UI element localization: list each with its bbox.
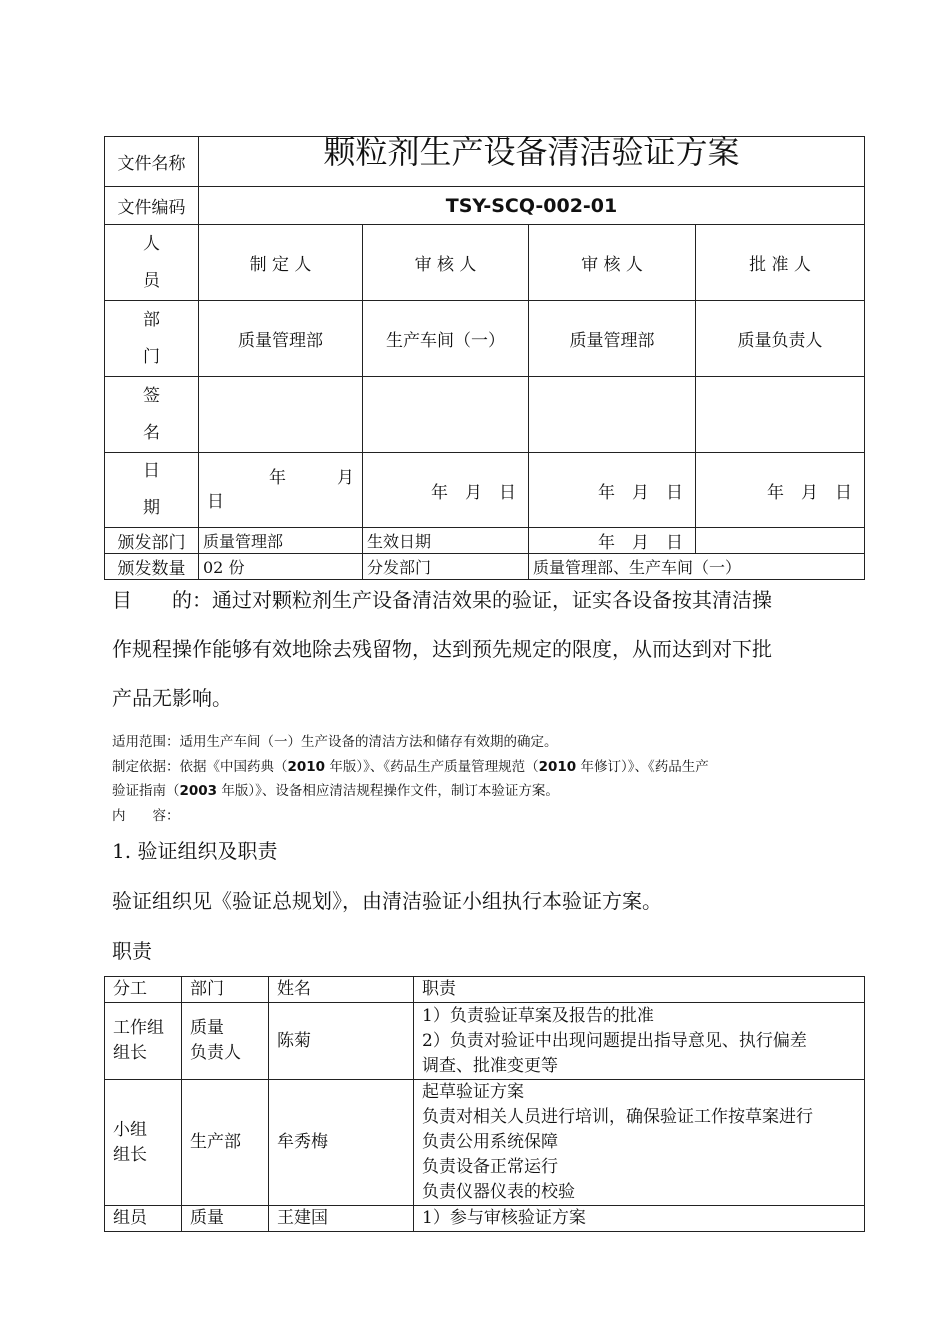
basis-year: 2010 xyxy=(538,759,577,775)
duty-role-line: 小组 xyxy=(113,1119,147,1140)
duty-line: 负责设备正常运行 xyxy=(422,1157,558,1177)
signature-label-char: 签 xyxy=(143,385,160,406)
dept-reviewer-2: 质量管理部 xyxy=(529,301,696,377)
purpose-line-3: 产品无影响。 xyxy=(112,686,232,710)
issue-dept-value: 质量管理部 xyxy=(199,528,363,554)
duty-dept xyxy=(182,1080,269,1206)
duty-description xyxy=(414,1003,865,1080)
duty-line: 负责仪器仪表的校验 xyxy=(422,1182,575,1202)
section-1-heading: 1. 验证组织及职责 xyxy=(112,839,278,863)
date-label-char: 期 xyxy=(143,498,160,518)
document-title: 颗粒剂生产设备清洁验证方案 xyxy=(199,137,865,187)
duty-description: 1）参与审核验证方案 xyxy=(414,1206,865,1232)
basis-part: 年版）》、设备相应清洁规程操作文件，制订本验证方案。 xyxy=(217,783,559,799)
date-reviewer-2: 年 月 日 xyxy=(529,453,696,528)
file-code: TSY-SCQ-002-01 xyxy=(199,187,865,225)
purpose-line-2: 作规程操作能够有效地除去残留物，达到预先规定的限度，从而达到对下批 xyxy=(112,637,772,661)
duty-name: 牟秀梅 xyxy=(269,1080,414,1206)
personnel-label xyxy=(105,225,199,301)
effective-date-value: 年 月 日 xyxy=(529,528,696,554)
duty-line: 调查、批准变更等 xyxy=(422,1055,558,1076)
basis-part: 年修订）》、《药品生产 xyxy=(576,759,709,775)
department-label xyxy=(105,301,199,377)
basis-year: 2010 xyxy=(287,759,326,775)
department-label-char: 门 xyxy=(143,346,160,367)
duty-header-name: 姓名 xyxy=(269,977,414,1003)
duty-header-role: 分工 xyxy=(105,977,182,1003)
duty-line: 起草验证方案 xyxy=(422,1082,524,1102)
duty-line: 负责对相关人员进行培训，确保验证工作按草案进行 xyxy=(422,1107,813,1127)
date-label-char: 日 xyxy=(143,461,160,481)
issue-count-label: 颁发数量 xyxy=(105,554,199,580)
duty-dept-line: 负责人 xyxy=(190,1043,241,1063)
duty-line: 1）负责验证草案及报告的批准 xyxy=(422,1005,654,1026)
duty-header-duties: 职责 xyxy=(414,977,865,1003)
duty-dept xyxy=(182,1003,269,1080)
duty-header-dept: 部门 xyxy=(182,977,269,1003)
duty-role xyxy=(105,1080,182,1206)
signature-label-char: 名 xyxy=(143,422,160,443)
distribution-value: 质量管理部、生产车间（一） xyxy=(529,554,865,580)
duty-role-line: 组长 xyxy=(113,1043,147,1063)
basis-part: 验证指南（ xyxy=(112,783,180,799)
scope-text: 适用范围：适用生产车间（一）生产设备的清洁方法和储存有效期的确定。 xyxy=(112,734,558,750)
effective-date-label: 生效日期 xyxy=(363,528,529,554)
dept-drafter: 质量管理部 xyxy=(199,301,363,377)
duty-line: 2）负责对验证中出现问题提出指导意见、执行偏差 xyxy=(422,1030,807,1051)
date-approver: 年 月 日 xyxy=(696,453,865,528)
personnel-label-char: 员 xyxy=(143,270,160,291)
organization-text: 验证组织见《验证总规划》，由清洁验证小组执行本验证方案。 xyxy=(112,889,662,913)
duty-line: 负责公用系统保障 xyxy=(422,1132,558,1152)
duty-role-line: 工作组 xyxy=(113,1018,164,1038)
file-name-label: 文件名称 xyxy=(105,137,199,187)
signature-approver xyxy=(696,377,865,453)
duty-role: 组员 xyxy=(105,1206,182,1232)
purpose-line-1: 目 的：通过对颗粒剂生产设备清洁效果的验证，证实各设备按其清洁操 xyxy=(112,588,772,612)
date-label xyxy=(105,453,199,528)
basis-part: 制定依据：依据《中国药典（ xyxy=(112,759,288,775)
basis-year: 2003 xyxy=(179,783,218,799)
duty-name: 王建国 xyxy=(269,1206,414,1232)
personnel-label-char: 人 xyxy=(143,233,160,254)
document-header-table xyxy=(104,133,865,580)
duty-dept-line: 生产部 xyxy=(190,1132,241,1152)
issue-dept-label: 颁发部门 xyxy=(105,528,199,554)
basis-text xyxy=(112,755,857,803)
signature-reviewer-1 xyxy=(363,377,529,453)
duty-dept: 质量 xyxy=(182,1206,269,1232)
role-drafter: 制 定 人 xyxy=(199,225,363,301)
table-row xyxy=(105,1080,865,1206)
signature-drafter xyxy=(199,377,363,453)
effective-date-blank xyxy=(696,528,865,554)
duty-role xyxy=(105,1003,182,1080)
content-label: 内 容： xyxy=(112,808,180,824)
duty-dept-line: 质量 xyxy=(190,1018,224,1038)
duty-role-line: 组长 xyxy=(113,1144,147,1165)
role-approver: 批 准 人 xyxy=(696,225,865,301)
date-drafter-year-month: 年 月 xyxy=(269,468,354,488)
date-reviewer-1: 年 月 日 xyxy=(363,453,529,528)
table-row xyxy=(105,1206,865,1232)
dept-reviewer-1: 生产车间（一） xyxy=(363,301,529,377)
duty-name: 陈菊 xyxy=(269,1003,414,1080)
role-reviewer-2: 审 核 人 xyxy=(529,225,696,301)
department-label-char: 部 xyxy=(143,309,160,330)
issue-count-value: 02 份 xyxy=(199,554,363,580)
table-row xyxy=(105,1003,865,1080)
duty-table xyxy=(104,976,865,1232)
dept-approver: 质量负责人 xyxy=(696,301,865,377)
signature-reviewer-2 xyxy=(529,377,696,453)
duty-description xyxy=(414,1080,865,1206)
date-drafter xyxy=(199,453,363,528)
basis-part: 年版）》、《药品生产质量管理规范（ xyxy=(325,759,539,775)
date-drafter-day: 日 xyxy=(207,492,224,512)
distribution-label: 分发部门 xyxy=(363,554,529,580)
role-reviewer-1: 审 核 人 xyxy=(363,225,529,301)
signature-label xyxy=(105,377,199,453)
file-code-label: 文件编码 xyxy=(105,187,199,225)
duties-heading: 职责 xyxy=(112,939,152,963)
